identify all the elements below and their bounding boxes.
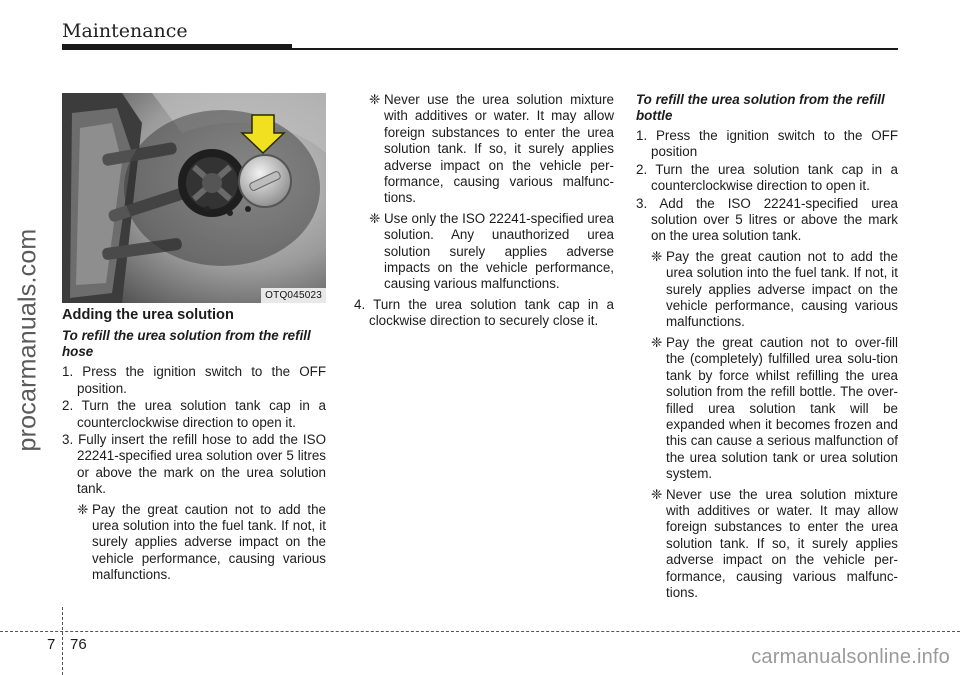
caution-item — [354, 92, 614, 207]
header-rule-thin — [292, 48, 898, 50]
caution-text: Pay the great caution not to over-fill the (completely) fulfilled urea solu-tion tank by force whilst refilling the urea solution from the refill bottle. The over-filled urea solution tank will be expanded when it becomes frozen and this can cause a serious malfunction of the urea solution tank or urea solution system. — [666, 334, 898, 482]
caution-item — [636, 249, 898, 331]
urea-cap-figure — [62, 93, 326, 303]
watermark-bottom: carmanualsonline.info — [751, 646, 950, 668]
step-4: 4. Turn the urea solution tank cap in a clockwise direction to securely close it. — [354, 296, 614, 329]
caution-text: Never use the urea solution mixture with additives or water. It may allow foreign substances to enter the urea solution tank. If so, it surely applies adverse impact on the vehicle per-formance, causing various malfunc-tions. — [384, 92, 614, 206]
header-title: Maintenance — [62, 20, 188, 42]
watermark-side: procarmanuals.com — [13, 228, 42, 452]
step-3: 3. Fully insert the refill hose to add the ISO 22241-specified urea solution over 5 litres or above the mark on the urea solution tank. — [62, 432, 326, 497]
caution-mark-icon: ❈ — [369, 92, 381, 107]
caution-mark-icon: ❈ — [651, 334, 663, 350]
caution-text: Pay the great caution not to add the urea solution into the fuel tank. If not, it surely applies adverse impact on the vehicle performance, causing various malfunctions. — [92, 501, 326, 583]
column-1 — [62, 307, 326, 588]
subheading-refill-hose: To refill the urea solution from the refill hose — [62, 328, 311, 360]
footer-divider — [62, 607, 63, 675]
footer-page-number: 76 — [70, 636, 87, 653]
urea-cap-illustration — [62, 93, 326, 303]
caution-mark-icon: ❈ — [369, 210, 381, 226]
column-3 — [636, 92, 898, 605]
step-1: 1. Press the ignition switch to the OFF position. — [62, 364, 326, 396]
caution-item — [62, 502, 326, 584]
column-2 — [354, 92, 614, 331]
step-1: 1. Press the ignition switch to the OFF position — [636, 128, 898, 160]
caution-mark-icon: ❈ — [651, 248, 663, 264]
section-heading: Adding the urea solution — [62, 307, 234, 323]
figure-code: OTQ045023 — [261, 288, 326, 303]
caution-mark-icon: ❈ — [77, 501, 89, 517]
caution-mark-icon: ❈ — [651, 486, 663, 502]
caution-item — [636, 487, 898, 602]
header-rule-thick — [62, 44, 292, 50]
caution-item — [636, 335, 898, 483]
footer-rule — [0, 631, 960, 632]
step-2: 2. Turn the urea solution tank cap in a counterclockwise direction to open it. — [636, 161, 898, 194]
caution-text: Use only the ISO 22241-specified urea solution. Any unauthorized urea solution surely applies adverse impacts on the vehicle performance, causing various malfunctions. — [384, 210, 615, 292]
caution-text: Pay the great caution not to add the urea solution into the fuel tank. If not, it surely applies adverse impact on the vehicle performance, causing various malfunctions. — [666, 248, 898, 330]
caution-text: Never use the urea solution mixture with additives or water. It may allow foreign substances to enter the urea solution tank. If so, it surely applies adverse impact on the vehicle per-formance, causing various malfunc-tions. — [666, 486, 898, 600]
step-3: 3. Add the ISO 22241-specified urea solution over 5 litres or above the mark on the urea solution tank. — [636, 195, 898, 244]
caution-item — [354, 211, 614, 293]
step-2: 2. Turn the urea solution tank cap in a counterclockwise direction to open it. — [62, 398, 326, 430]
footer-chapter-number: 7 — [47, 636, 56, 653]
subheading-refill-bottle: To refill the urea solution from the refill bottle — [636, 92, 885, 123]
